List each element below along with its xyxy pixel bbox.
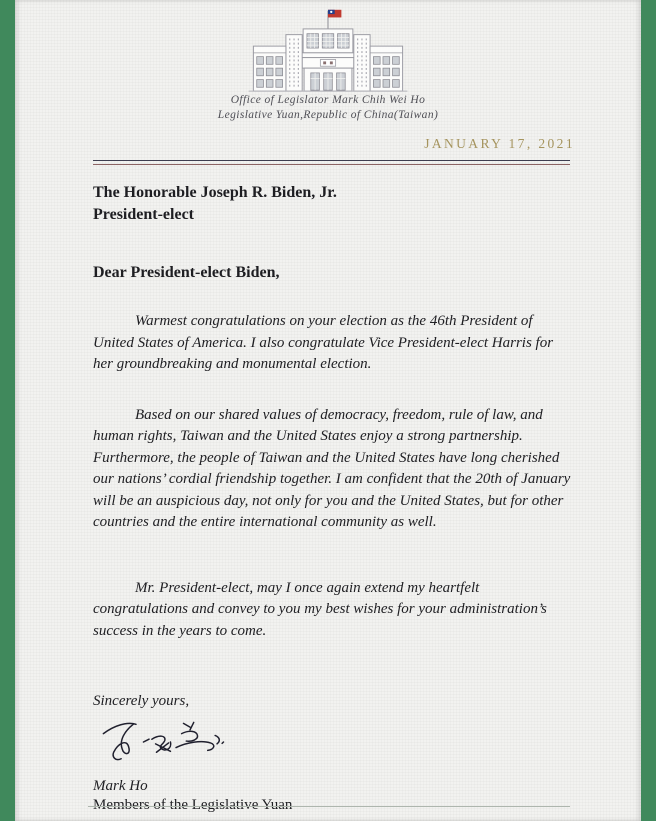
- letterhead: [15, 5, 641, 123]
- signer-title: Members of the Legislative Yuan: [93, 797, 293, 813]
- letter-paper: [15, 0, 641, 821]
- mark-ho-handwritten-signature-icon: [93, 715, 233, 769]
- page-border-left: [0, 0, 15, 821]
- legislative-yuan-building-icon: [243, 5, 413, 93]
- signer-name: Mark Ho: [93, 778, 148, 794]
- signer-block: [93, 777, 575, 815]
- body-paragraph-3: Mr. President-elect, may I once again extend my heartfelt congratulations and convey to you my best wishes for your administration’s success in the years to come.: [93, 579, 547, 639]
- letter-date: JANUARY 17, 2021: [424, 136, 575, 151]
- recipient-title: President-elect: [93, 206, 194, 223]
- salutation: Dear President-elect Biden,: [93, 264, 280, 281]
- recipient-name: The Honorable Joseph R. Biden, Jr.: [93, 184, 337, 201]
- valediction: Sincerely yours,: [93, 693, 190, 709]
- header-divider: [93, 160, 570, 165]
- footer-divider: [88, 806, 570, 807]
- letterhead-institution: Legislative Yuan,Republic of China(Taiwan): [217, 109, 439, 121]
- letterhead-office-name: Office of Legislator Mark Chih Wei Ho: [230, 94, 426, 106]
- body-paragraph-1: Warmest congratulations on your election as the 46th President of United States of America. I also congratulate Vice President-elect Harris for her groundbreaking and monumental election.: [93, 313, 554, 372]
- body-paragraph-2: Based on our shared values of democracy, freedom, rule of law, and human rights, Taiwan and the United States enjoy a strong partnership. Furthermore, the people of Taiwan and the United States have long cherished our nations’ cordial friendship together. I am confident that the 20th of January will be an auspicious day, not only for you and the United States, but for other countries and the entire international community as well.: [93, 406, 571, 530]
- page-border-right: [641, 0, 656, 821]
- recipient-block: [93, 182, 575, 226]
